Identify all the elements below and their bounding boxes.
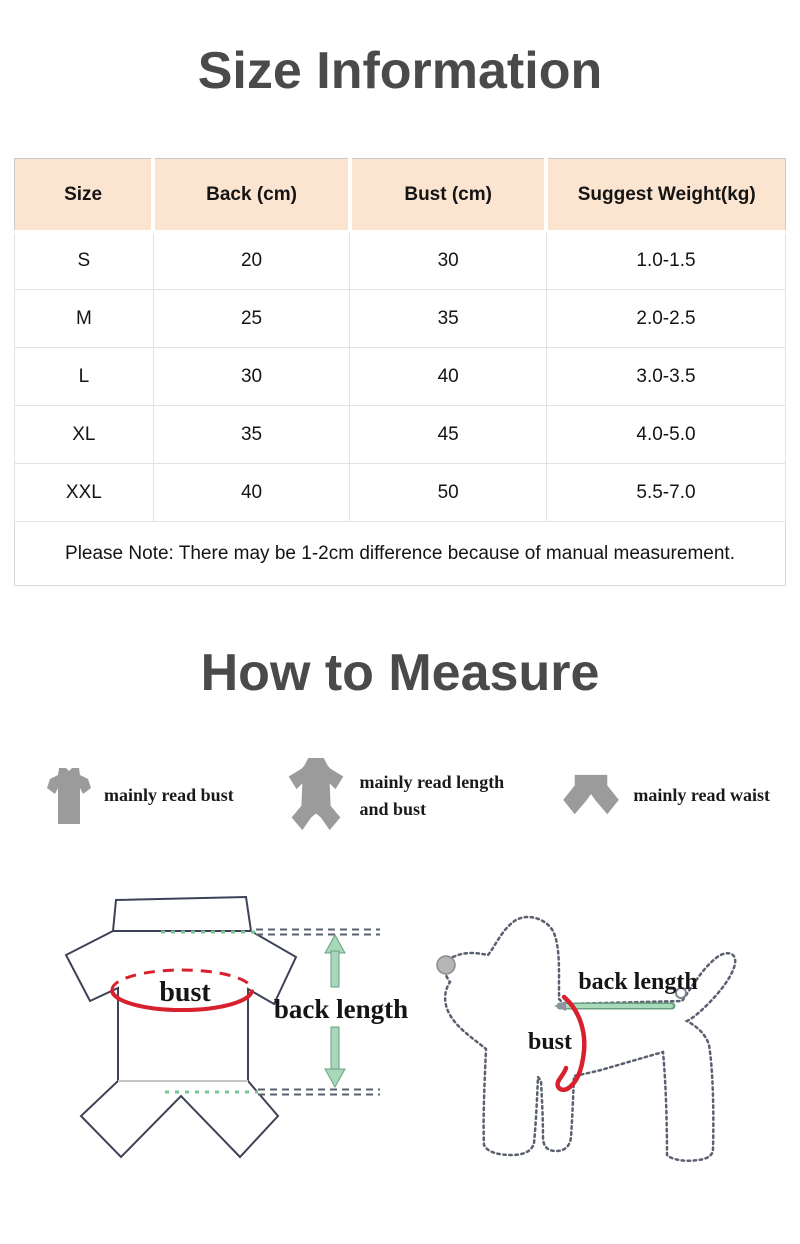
garment-bust-label: bust [159,976,211,1008]
vest-garment-icon [46,766,92,826]
garment-measure-diagram [28,879,418,1219]
cell-back: 30 [153,348,350,406]
table-row-l [15,348,786,406]
garment-collar [113,897,251,931]
header-cell-back: Back (cm) [153,159,350,232]
cell-bust: 35 [350,290,547,348]
back-length-arrow-down-shaft [331,1027,339,1071]
garment-back-length-label: back length [273,993,409,1024]
cell-weight: 2.0-2.5 [546,290,785,348]
cell-bust: 40 [350,348,547,406]
measure-diagrams [0,879,800,1224]
table-row-s [15,232,786,290]
legend-label: mainly read waist [633,785,770,806]
legend-item-bust [46,766,234,826]
dog-nose [437,956,455,974]
header-cell-bust: Bust (cm) [350,159,547,232]
legend-label: mainly read length and bust [359,771,505,819]
dog-outline [445,917,735,1161]
legend-item-length-bust [284,757,512,835]
table-note-row [15,522,786,586]
cell-weight: 4.0-5.0 [546,406,785,464]
size-info-title: Size Information [197,42,603,100]
dog-measure-diagram [426,879,796,1224]
legend-item-waist [561,773,770,819]
measurement-note: Please Note: There may be 1-2cm difference because of manual measurement. [15,522,786,586]
cell-size: S [15,232,154,290]
how-to-measure-title: How to Measure [200,644,600,703]
cell-bust: 50 [350,464,547,522]
table-header-row [15,159,786,232]
header-cell-weight: Suggest Weight(kg) [546,159,785,232]
cell-bust: 45 [350,406,547,464]
back-length-arrow-up-shaft [331,951,339,987]
pants-garment-icon [561,773,621,819]
cell-weight: 3.0-3.5 [546,348,785,406]
back-length-arrow-up-head [325,935,345,953]
cell-size: M [15,290,154,348]
cell-back: 25 [153,290,350,348]
cell-weight: 5.5-7.0 [546,464,785,522]
dog-bust-label: bust [527,1028,573,1055]
cell-back: 35 [153,406,350,464]
garment-body-outline [66,931,296,1157]
measure-legend [0,757,800,835]
jumpsuit-garment-icon [284,757,348,835]
header-cell-size: Size [15,159,154,232]
legend-label: mainly read bust [104,785,234,806]
table-row-xl [15,406,786,464]
table-row-xxl [15,464,786,522]
back-length-arrow-down-head [325,1069,345,1087]
cell-size: L [15,348,154,406]
cell-bust: 30 [350,232,547,290]
cell-weight: 1.0-1.5 [546,232,785,290]
cell-back: 40 [153,464,350,522]
cell-back: 20 [153,232,350,290]
size-table [14,158,786,586]
dog-back-length-label: back length [578,968,698,995]
table-row-m [15,290,786,348]
cell-size: XL [15,406,154,464]
cell-size: XXL [15,464,154,522]
